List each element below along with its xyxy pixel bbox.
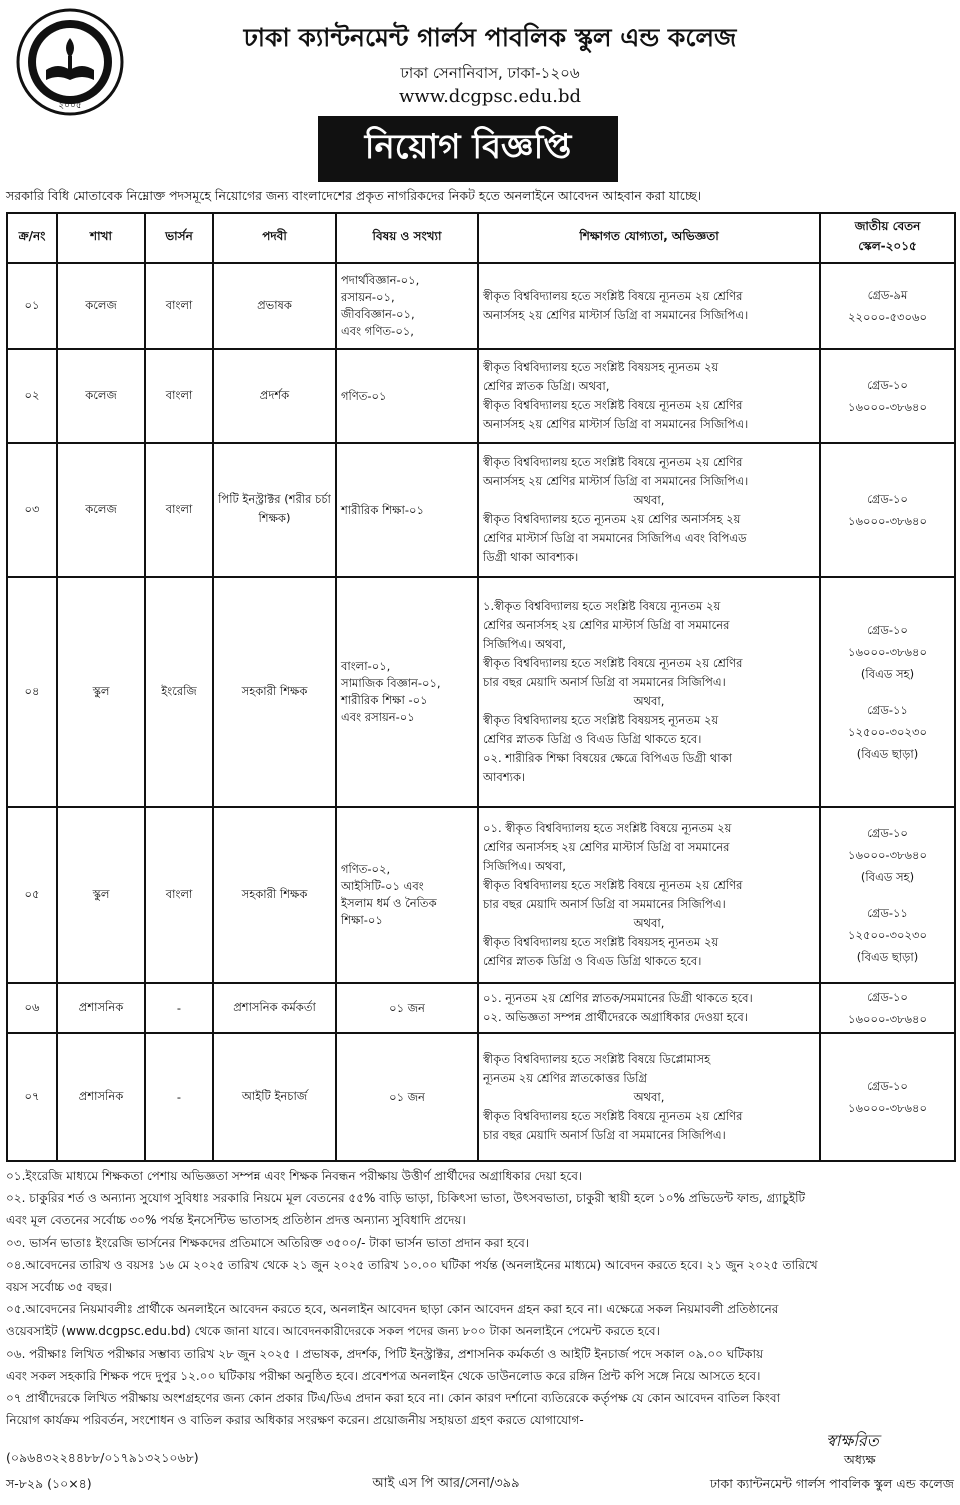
note-line: ০৫.আবেদনের নিয়মাবলীঃ প্রার্থীকে অনলাইনে আবেদন করতে হবে, অনলাইন আবেদন ছাড়া কোন আবেদন গ্রহন করা হবে না। এক্ষেত্রে সকল নিয়মাবলী প্রতিষ্ঠানের <box>6 1302 779 1317</box>
subject-line: গণিত-০২, <box>341 862 391 876</box>
note-line: ০৬. পরীক্ষাঃ লিখিত পরীক্ষার সম্ভাব্য তারিখ ২৮ জুন ২০২৫ । প্রভাষক, প্রদর্শক, পিটি ইনস্ট্রাক্টর, প্রশাসনিক কর্মকর্তা ও আইটি ইনচার্জ পদে সকাল ০৯.০০ ঘটিকায় <box>6 1346 764 1361</box>
subject-line: এবং গণিত-০১, <box>341 324 414 338</box>
salary-line: (বিএড ছাড়া) <box>856 747 919 761</box>
row-subject <box>336 983 478 1033</box>
row-serial: ০৫ <box>7 807 57 983</box>
qualification-line: চার বছর মেয়াদি অনার্স ডিগ্রি বা সমমানের সিজিপিএ। <box>483 897 726 911</box>
qualification-line: স্বীকৃত বিশ্ববিদ্যালয় হতে সংশ্লিষ্ট বিষয়ে ন্যূনতম ২য় শ্রেণির <box>483 1108 743 1123</box>
qualification-line: স্বীকৃত বিশ্ববিদ্যালয় হতে সংশ্লিষ্ট বিষয়ে ন্যূনতম ২য় শ্রেণির <box>483 289 743 303</box>
qualification-line: ১.স্বীকৃত বিশ্ববিদ্যালয় হতে সংশ্লিষ্ট বিষয়ে ন্যূনতম ২য় <box>483 599 721 613</box>
subject-line: রসায়ন-০১, <box>341 290 395 304</box>
ispr-reference: আই এস পি আর/সেনা/৩৯৯ <box>372 1476 520 1491</box>
col-qualification: শিক্ষাগত যোগ্যতা, অভিজ্ঞতা <box>478 213 820 263</box>
qualification-line: স্বীকৃত বিশ্ববিদ্যালয় হতে সংশ্লিষ্ট বিষয়ে ন্যূনতম ২য় শ্রেণির <box>483 656 743 670</box>
subject-line: পদার্থবিজ্ঞান-০১, <box>341 273 420 287</box>
subject-line: ইসলাম ধর্ম ও নৈতিক <box>341 896 437 910</box>
table-row <box>7 349 955 443</box>
row-subject <box>336 263 478 349</box>
qualification-line: শ্রেণির অনার্সসহ ২য় শ্রেণির মাস্টার্স ডিগ্রি বা সমমানের <box>483 840 730 854</box>
qualification-line: আবশ্যক। <box>483 770 526 784</box>
school-title: ঢাকা ক্যান্টনমেন্ট গার্লস পাবলিক স্কুল এন্ড কলেজ <box>243 23 737 52</box>
salary-line: ২২০০০-৫৩০৬০ <box>848 310 927 324</box>
salary-line: গ্রেড-১০ <box>867 826 908 840</box>
qualification-line: ডিগ্রী থাকা আবশ্যক। <box>483 550 579 564</box>
intro-text: সরকারি বিধি মোতাবেক নিম্নোক্ত পদসমূহে নিয়োগের জন্য বাংলাদেশের প্রকৃত নাগরিকদের নিকট হতে অনলাইনে আবেদন আহবান করা যাচ্ছে। <box>6 188 702 203</box>
salary-line: (বিএড সহ) <box>860 870 915 884</box>
subject-line: আইসিটি-০১ এবং <box>341 879 424 893</box>
qualification-line: ০২. শারীরিক শিক্ষা বিষয়ের ক্ষেত্রে বিপিএড ডিগ্রী থাকা <box>483 751 732 765</box>
row-version: বাংলা <box>145 349 213 443</box>
row-serial: ০৬ <box>7 983 57 1033</box>
signatory-title: অধ্যক্ষ <box>844 1452 876 1467</box>
note-line: এবং সকল সহকারি শিক্ষক পদে দুপুর ১২.০০ ঘটিকায় পরীক্ষা অনুষ্ঠিত হবে। প্রবেশপত্র অনলাইন থেকে ডাউনলোড করে রঙ্গিন প্রিন্ট কপি সঙ্গে নিয়ে আসতে হবে। <box>6 1368 761 1383</box>
row-qualification <box>478 443 820 577</box>
qualification-line: শ্রেণির স্নাতক ডিগ্রি ও বিএড ডিগ্রি থাকতে হবে। <box>483 732 702 746</box>
row-serial: ০৩ <box>7 443 57 577</box>
subject-line: এবং রসায়ন-০১ <box>341 710 415 724</box>
subject-line: সামাজিক বিজ্ঞান-০১, <box>341 676 441 690</box>
qualification-line: অথবা, <box>633 694 665 708</box>
col-version: ভার্সন <box>145 213 213 263</box>
table-header-row <box>7 213 955 263</box>
salary-line: (বিএড সহ) <box>860 667 915 681</box>
table-row <box>7 263 955 349</box>
salary-line: গ্রেড-৯ম <box>867 288 908 302</box>
qualification-line: স্বীকৃত বিশ্ববিদ্যালয় হতে সংশ্লিষ্ট বিষয়সহ ন্যূনতম ২য় <box>483 935 719 949</box>
qualification-line: অনার্সসহ ২য় শ্রেণির মাস্টার্স ডিগ্রি বা সমমানের সিজিপিএ। <box>483 474 749 488</box>
row-serial: ০৪ <box>7 577 57 807</box>
notice-footer <box>6 1431 954 1500</box>
subject-line: শারীরিক শিক্ষা -০১ <box>341 693 428 707</box>
salary-line: গ্রেড-১০ <box>867 623 908 637</box>
qualification-line: স্বীকৃত বিশ্ববিদ্যালয় হতে সংশ্লিষ্ট বিষয়ে ডিপ্লোমাসহ <box>483 1051 711 1066</box>
note-line: ০৩. ভার্সন ভাতাঃ ইংরেজি ভার্সনের শিক্ষকদের প্রতিমাসে অতিরিক্ত ৩৫০০/- টাকা ভার্সন ভাতা প্রদান করা হবে। <box>6 1235 530 1250</box>
note-line: নিয়োগ কার্যক্রম পরিবর্তন, সংশোধন ও বাতিল করার অধিকার সংরক্ষণ করেন। প্রয়োজনীয় সহায়তা গ্রহণ করতে যোগাযোগ- <box>6 1413 584 1428</box>
qualification-line: অথবা, <box>633 916 665 930</box>
row-salary <box>820 263 955 349</box>
note-line: এবং মূল বেতনের সর্বোচ্চ ৩০% পর্যন্ত ইনসেন্টিভ ভাতাসহ প্রতিষ্ঠান প্রদত্ত অন্যান্য সুবিধাদি প্রদেয়। <box>6 1213 466 1228</box>
qualification-line: অনার্সসহ ২য় শ্রেণির মাস্টার্স ডিগ্রি বা সমমানের সিজিপিএ। <box>483 417 749 431</box>
salary-line: ১৬০০০-৩৮৬৪০ <box>848 848 927 862</box>
qualification-line: স্বীকৃত বিশ্ববিদ্যালয় হতে সংশ্লিষ্ট বিষয়ে ন্যূনতম ২য় শ্রেণির <box>483 398 743 412</box>
row-post: প্রভাষক <box>213 263 336 349</box>
row-version: বাংলা <box>145 807 213 983</box>
row-subject <box>336 1033 478 1161</box>
qualification-line: চার বছর মেয়াদি অনার্স ডিগ্রি বা সমমানের সিজিপিএ। <box>483 1127 726 1142</box>
row-version: - <box>145 1033 213 1161</box>
col-salary-line2: স্কেল-২০১৫ <box>858 239 917 253</box>
posts-table <box>6 212 956 1162</box>
row-branch: প্রশাসনিক <box>57 1033 145 1161</box>
salary-gap <box>825 888 950 902</box>
salary-line: গ্রেড-১০ <box>867 378 908 392</box>
subject-line: জীববিজ্ঞান-০১, <box>341 307 415 321</box>
qualification-line: শ্রেণির স্নাতক ডিগ্রি। অথবা, <box>483 379 610 393</box>
salary-line: (বিএড ছাড়া) <box>856 950 919 964</box>
salary-line: গ্রেড-১০ <box>867 1079 908 1093</box>
table-row <box>7 807 955 983</box>
qualification-line: শ্রেণির অনার্সসহ ২য় শ্রেণির মাস্টার্স ডিগ্রি বা সমমানের <box>483 618 730 632</box>
row-qualification <box>478 263 820 349</box>
salary-line: ১৬০০০-৩৮৬৪০ <box>848 514 927 528</box>
salary-line: ১২৫০০-৩০২৩০ <box>848 725 927 739</box>
qualification-line: স্বীকৃত বিশ্ববিদ্যালয় হতে সংশ্লিষ্ট বিষয়সহ ন্যূনতম ২য় <box>483 360 719 374</box>
salary-line: ১২৫০০-৩০২৩০ <box>848 928 927 942</box>
contact-numbers: (০৯৬৪৩২২৪৪৮৮/০১৭৯১৩২১০৬৮) <box>6 1450 199 1465</box>
notice-banner: নিয়োগ বিজ্ঞপ্তি <box>318 116 618 182</box>
row-qualification <box>478 1033 820 1161</box>
row-branch: কলেজ <box>57 443 145 577</box>
subject-line: শারীরিক শিক্ষা-০১ <box>341 502 424 517</box>
row-salary <box>820 577 955 807</box>
row-subject <box>336 577 478 807</box>
qualification-line: অথবা, <box>633 1089 665 1104</box>
subject-line: ০১ জন <box>389 1000 425 1015</box>
row-subject <box>336 807 478 983</box>
qualification-line: ন্যূনতম ২য় শ্রেণির স্নাতকোত্তর ডিগ্রি <box>483 1070 648 1085</box>
qualification-line: ০২. অভিজ্ঞতা সম্পন্ন প্রার্থীদেরকে অগ্রাধিকার দেওয়া হবে। <box>483 1010 748 1024</box>
qualification-line: স্বীকৃত বিশ্ববিদ্যালয় হতে সংশ্লিষ্ট বিষয়ে ন্যূনতম ২য় শ্রেণির <box>483 455 743 469</box>
row-qualification <box>478 577 820 807</box>
principal-signature: স্বাক্ষরিত <box>826 1431 879 1450</box>
school-logo <box>16 8 124 116</box>
subject-line: বাংলা-০১, <box>341 659 391 673</box>
col-serial: ক্র/নং <box>7 213 57 263</box>
row-branch: স্কুল <box>57 577 145 807</box>
note-line: বয়স সর্বোচ্চ ৩৫ বছর। <box>6 1280 113 1295</box>
row-post: সহকারী শিক্ষক <box>213 807 336 983</box>
salary-line: ১৬০০০-৩৮৬৪০ <box>848 1012 927 1026</box>
row-serial: ০১ <box>7 263 57 349</box>
table-row <box>7 1033 955 1161</box>
col-branch: শাখা <box>57 213 145 263</box>
qualification-line: সিজিপিএ। অথবা, <box>483 637 566 651</box>
table-row <box>7 443 955 577</box>
salary-line: ১৬০০০-৩৮৬৪০ <box>848 400 927 414</box>
table-row <box>7 983 955 1033</box>
footer-school-name: ঢাকা ক্যান্টনমেন্ট গার্লস পাবলিক স্কুল এন্ড কলেজ <box>709 1476 954 1491</box>
row-post: আইটি ইনচার্জ <box>213 1033 336 1161</box>
svg-text:২০০৫: ২০০৫ <box>58 101 82 111</box>
qualification-line: ০১. ন্যূনতম ২য় শ্রেণির স্নাতক/সমমানের ডিগ্রী থাকতে হবে। <box>483 991 753 1005</box>
note-line: ০৭ প্রার্থীদেরকে লিখিত পরীক্ষায় অংশগ্রহণের জন্য কোন প্রকার টিএ/ডিএ প্রদান করা হবে না। কোন কারণ দর্শানো ব্যতিরেকে কর্তৃপক্ষ যে কোন আবেদন বাতিল কিংবা <box>6 1391 781 1406</box>
row-serial: ০৭ <box>7 1033 57 1161</box>
note-line: ওয়েবসাইট (www.dcgpsc.edu.bd) থেকে জানা যাবে। আবেদনকারীদেরকে সকল পদের জন্য ৮০০ টাকা অনলাইনে পেমেন্ট করতে হবে। <box>6 1324 660 1339</box>
row-qualification <box>478 807 820 983</box>
qualification-line: অনার্সসহ ২য় শ্রেণির মাস্টার্স ডিগ্রি বা সমমানের সিজিপিএ। <box>483 308 749 322</box>
subject-line: শিক্ষা-০১ <box>341 913 383 927</box>
row-version: ইংরেজি <box>145 577 213 807</box>
row-qualification <box>478 349 820 443</box>
row-salary <box>820 349 955 443</box>
col-salary <box>820 213 955 263</box>
subject-line: ০১ জন <box>389 1089 425 1104</box>
row-post: সহকারী শিক্ষক <box>213 577 336 807</box>
qualification-line: স্বীকৃত বিশ্ববিদ্যালয় হতে সংশ্লিষ্ট বিষয়সহ ন্যূনতম ২য় <box>483 713 719 727</box>
row-branch: স্কুল <box>57 807 145 983</box>
row-branch: কলেজ <box>57 349 145 443</box>
qualification-line: শ্রেণির মাস্টার্স ডিগ্রি বা সমমানের সিজিপিএ এবং বিপিএড <box>483 531 747 545</box>
qualification-line: অথবা, <box>633 493 665 507</box>
row-post: প্রশাসনিক কর্মকর্তা <box>213 983 336 1033</box>
salary-line: ১৬০০০-৩৮৬৪০ <box>848 1101 927 1115</box>
salary-line: গ্রেড-১১ <box>867 703 908 717</box>
notes-section <box>6 1165 954 1431</box>
subject-line: গণিত-০১ <box>341 388 387 403</box>
row-subject <box>336 349 478 443</box>
qualification-line: সিজিপিএ। অথবা, <box>483 859 566 873</box>
row-salary <box>820 1033 955 1161</box>
salary-gap <box>825 685 950 699</box>
row-branch: কলেজ <box>57 263 145 349</box>
qualification-line: স্বীকৃত বিশ্ববিদ্যালয় হতে ন্যূনতম ২য় শ্রেণির অনার্সসহ ২য় <box>483 512 741 526</box>
salary-line: ১৬০০০-৩৮৬৪০ <box>848 645 927 659</box>
col-salary-line1: জাতীয় বেতন <box>854 219 921 233</box>
school-website[interactable]: www.dcgpsc.edu.bd <box>398 86 582 107</box>
table-row <box>7 577 955 807</box>
col-post: পদবী <box>213 213 336 263</box>
note-line: ০১.ইংরেজি মাধ্যমে শিক্ষকতা পেশায় অভিজ্ঞতা সম্পন্ন এবং শিক্ষক নিবন্ধন পরীক্ষায় উত্তীর্ণ প্রার্থীদের অগ্রাধিকার দেয়া হবে। <box>6 1169 583 1183</box>
row-subject <box>336 443 478 577</box>
salary-line: গ্রেড-১০ <box>867 990 908 1004</box>
school-address: ঢাকা সেনানিবাস, ঢাকা-১২০৬ <box>400 64 580 82</box>
row-version: - <box>145 983 213 1033</box>
note-line: ০২. চাকুরির শর্ত ও অন্যান্য সুযোগ সুবিধাঃ সরকারি নিয়মে মূল বেতনের ৫৫% বাড়ি ভাড়া, চিকিৎসা ভাতা, উৎসবভাতা, চাকুরী স্থায়ী হলে ১০% প্রভিডেন্ট ফান্ড, গ্র্যাচুইটি <box>6 1191 806 1206</box>
notice-header <box>0 0 960 186</box>
qualification-line: শ্রেণির স্নাতক ডিগ্রি ও বিএড ডিগ্রি থাকতে হবে। <box>483 954 702 968</box>
row-version: বাংলা <box>145 263 213 349</box>
qualification-line: ০১. স্বীকৃত বিশ্ববিদ্যালয় হতে সংশ্লিষ্ট বিষয়ে ন্যূনতম ২য় <box>483 821 732 835</box>
row-qualification <box>478 983 820 1033</box>
col-subject: বিষয় ও সংখ্যা <box>336 213 478 263</box>
row-version: বাংলা <box>145 443 213 577</box>
print-code: স-৮২৯ (১০×৪) <box>6 1476 92 1491</box>
row-salary <box>820 807 955 983</box>
row-branch: প্রশাসনিক <box>57 983 145 1033</box>
row-salary <box>820 443 955 577</box>
salary-line: গ্রেড-১০ <box>867 492 908 506</box>
row-serial: ০২ <box>7 349 57 443</box>
qualification-line: চার বছর মেয়াদি অনার্স ডিগ্রি বা সমমানের সিজিপিএ। <box>483 675 726 689</box>
row-post: প্রদর্শক <box>213 349 336 443</box>
note-line: ০৪.আবেদনের তারিখ ও বয়সঃ ১৬ মে ২০২৫ তারিখ থেকে ২১ জুন ২০২৫ তারিখ ১০.০০ ঘটিকা পর্যন্ত (অনলাইনের মাধ্যমে) আবেদন করতে হবে। ২১ জুন ২০২৫ তারিখে <box>6 1257 818 1272</box>
salary-line: গ্রেড-১১ <box>867 906 908 920</box>
row-salary <box>820 983 955 1033</box>
row-post: পিটি ইনস্ট্রাক্টর (শরীর চর্চা শিক্ষক) <box>213 443 336 577</box>
qualification-line: স্বীকৃত বিশ্ববিদ্যালয় হতে সংশ্লিষ্ট বিষয়ে ন্যূনতম ২য় শ্রেণির <box>483 878 743 892</box>
